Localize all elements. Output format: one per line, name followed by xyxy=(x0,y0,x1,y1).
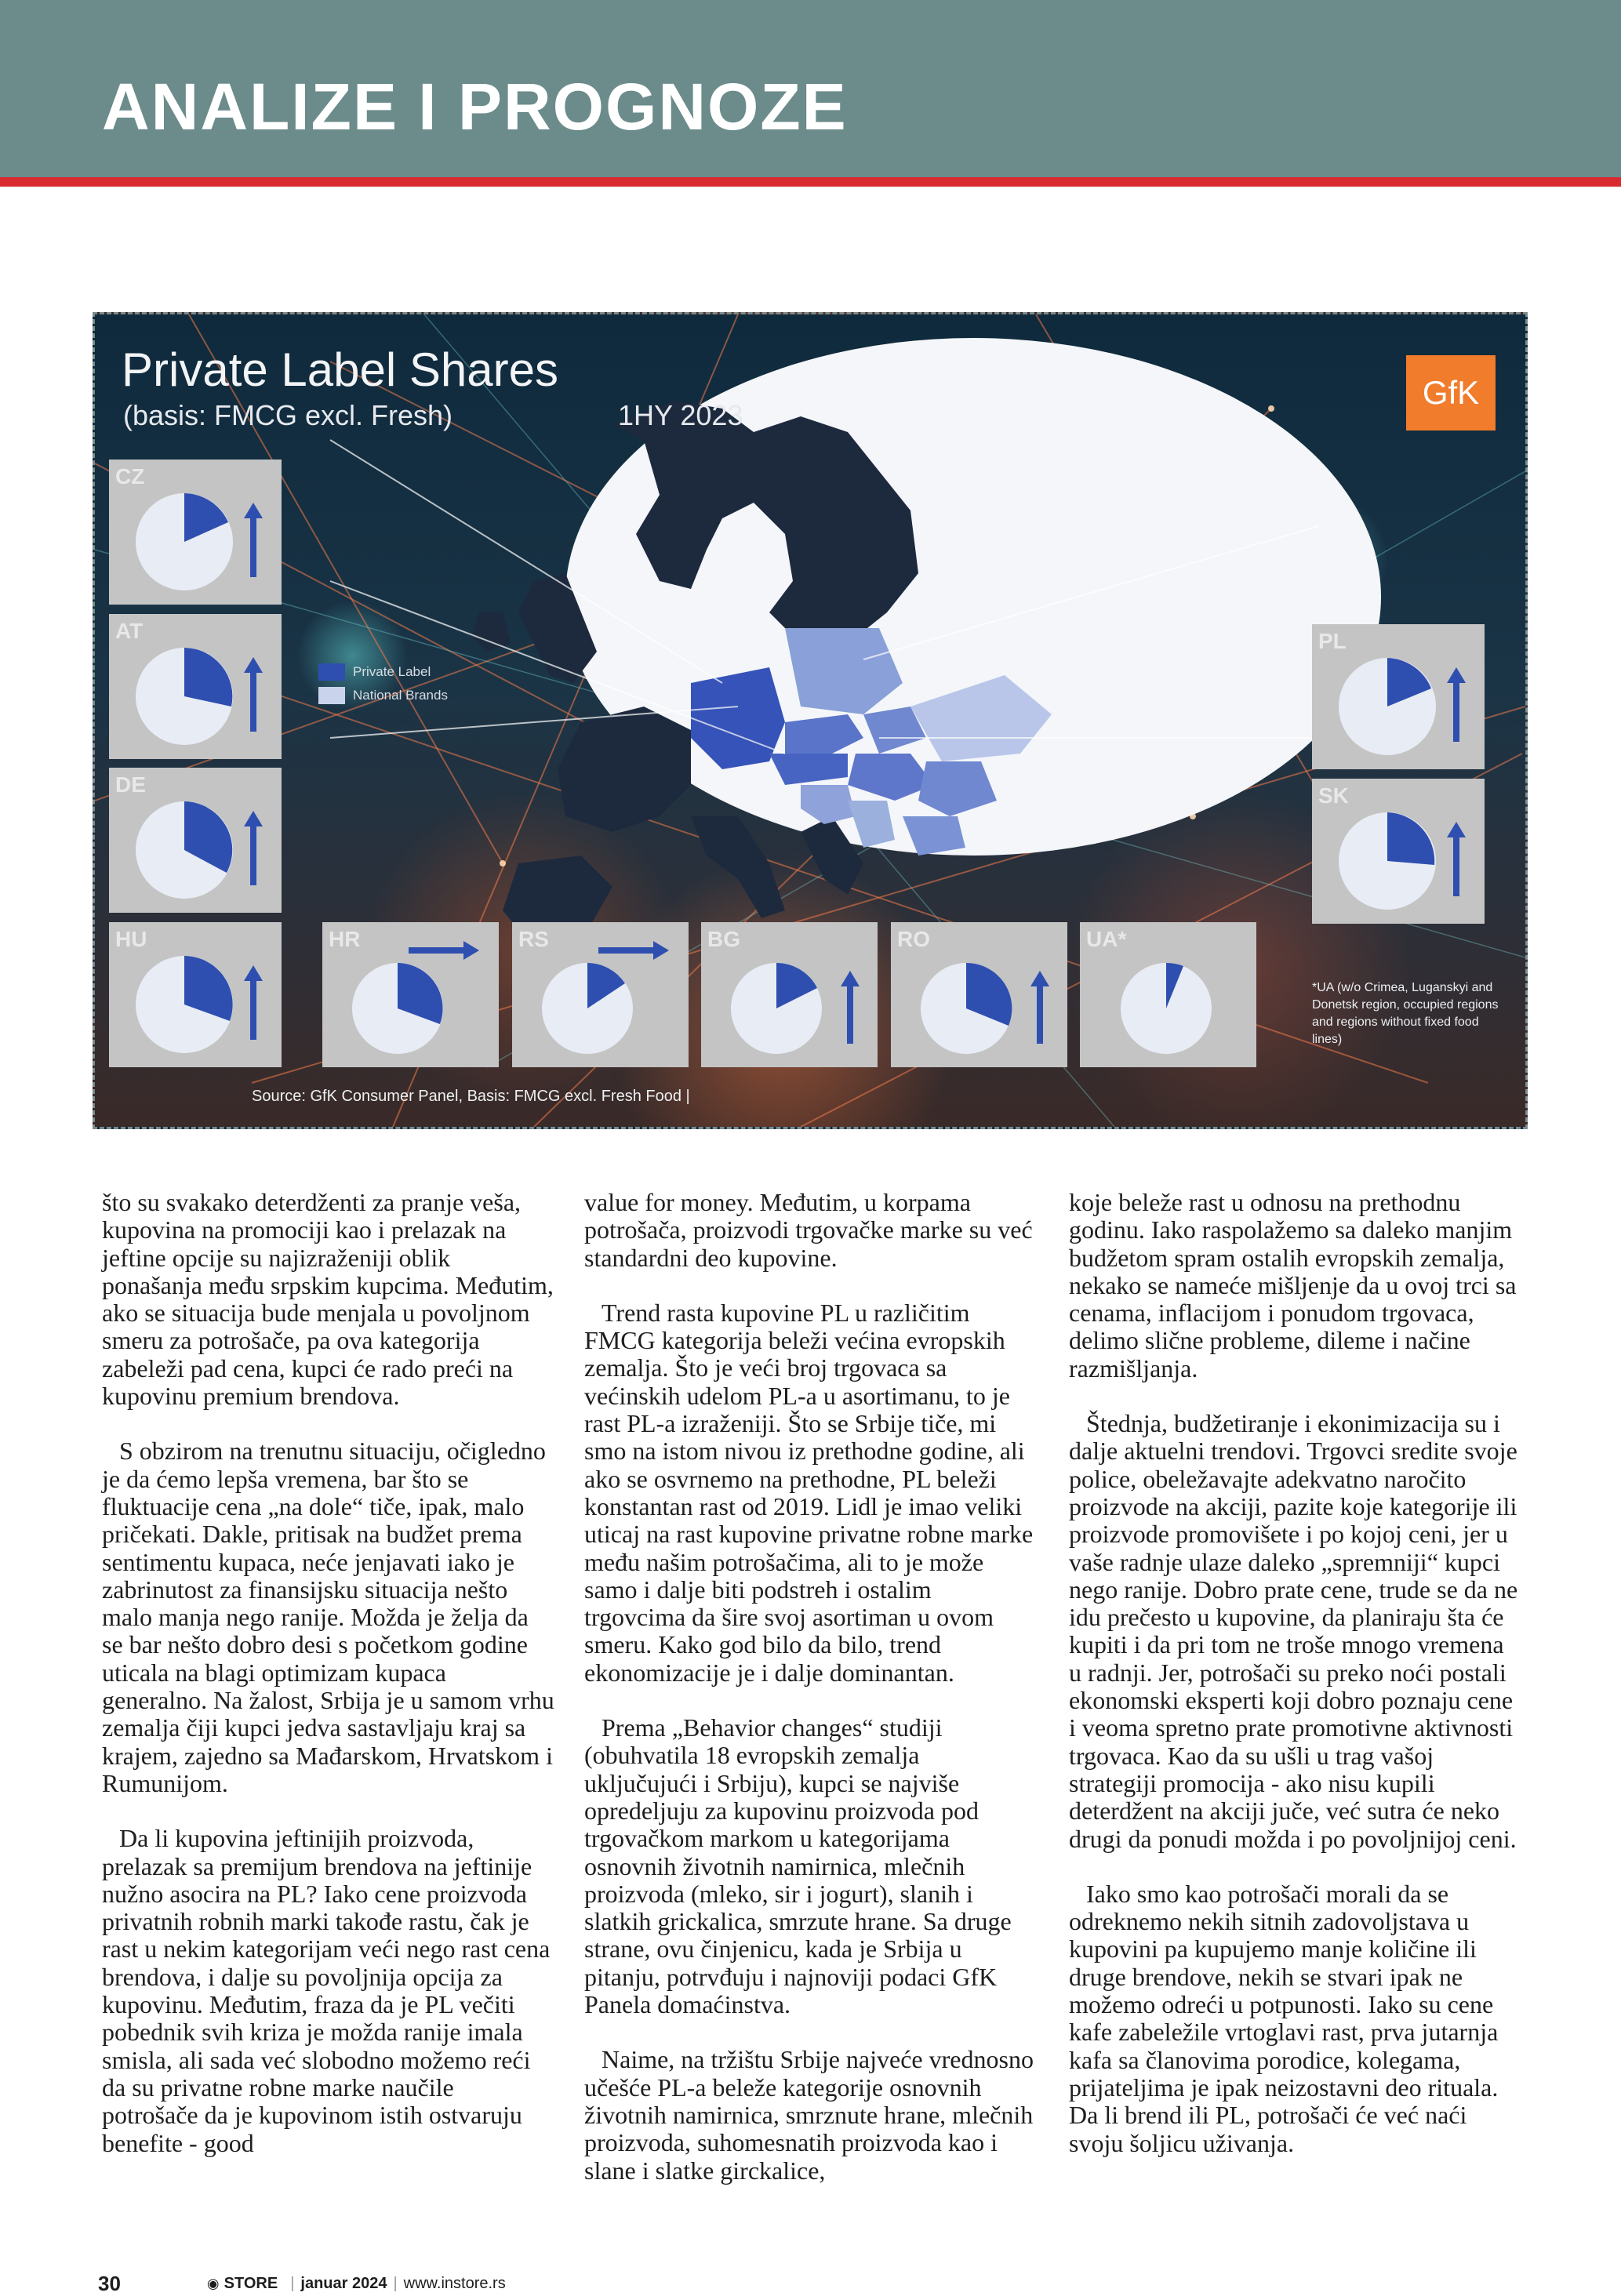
pie-icon xyxy=(891,922,1067,1067)
legend-label: National Brands xyxy=(353,688,448,703)
article-column-1 xyxy=(102,1189,554,2185)
paragraph: Štednja, budžetiranje i ekonimizacija su i dalje aktuelni trendovi. Trgovci sredite svoje police, obeležavajte adekvatno naročito proizvode na akciji, pazite koje kategorije ili proizvode promovišete i po kojoj ceni, jer u vaše radnje ulaze daleko „spremniji“ kupci nego ranije. Dobro prate cene, trude se da ne idu prečesto u kupovine, da planiraju šta će kupiti i da pri tom ne troše mnogo vremena u radnji. Jer, potrošači su preko noći postali ekonomski eksperti koji dobro poznaju cene i veoma spretno prate promotivne aktivnosti trgovaca. Kao da su ušli u trag vašoj strategiji promocija - ako nisu kupili deterdžent na akciji juče, već sutra će neko drugi da ponudi možda i po povoljnijoj ceni. xyxy=(1069,1409,1518,1853)
section-title: ANALIZE I PROGNOZE xyxy=(102,70,848,144)
paragraph: Iako smo kao potrošači morali da se odreknemo nekih sitnih zadovoljstava u kupovini pa kupujemo manje količine ili druge brendove, nekih se stvari ipak ne možemo odreći u potpunosti. Iako su cene kafe zabeležile vrtoglavi rast, prva jutarnja kafa sa članovima porodice, kolegama, prijateljima je ipak neizostavni deo rituala. Da li brend ili PL, potrošači će već naći svoju šoljicu uživanja. xyxy=(1069,1879,1499,2157)
arrow-up-icon xyxy=(1030,971,1049,1044)
country-code: AT xyxy=(115,619,144,643)
pie-icon xyxy=(109,460,282,605)
article-column-3 xyxy=(1069,1189,1521,2185)
pie-icon xyxy=(1312,779,1485,924)
pie-icon xyxy=(109,614,282,759)
gfk-logo: GfK xyxy=(1406,355,1496,430)
pie-icon xyxy=(701,922,878,1067)
country-panel xyxy=(109,460,282,605)
legend-item xyxy=(318,663,448,681)
arrow-up-icon xyxy=(841,971,860,1044)
country-code: SK xyxy=(1318,783,1349,808)
pie-icon xyxy=(109,768,282,913)
pie-icon xyxy=(1080,922,1256,1067)
arrow-right-icon xyxy=(598,941,669,960)
paragraph: što su svakako deterdženti za pranje veša, kupovina na promociji kao i prelazak na jeftine opcije su najizraženiji oblik ponašanja među srpskim kupcima. Međutim, ako se situacija bude menjala u povoljnom smeru za potrošače, pa ova kategorija zabeleži pad cena, kupci će rado preći na kupovinu premium brendova. xyxy=(102,1188,554,1411)
country-code: UA* xyxy=(1086,927,1127,951)
header-rule xyxy=(0,177,1621,187)
paragraph: value for money. Međutim, u korpama potrošača, proizvodi trgovačke marke su već standardni deo kupovine. xyxy=(584,1188,1033,1272)
arrow-up-icon xyxy=(1447,822,1466,896)
figure-source: Source: GfK Consumer Panel, Basis: FMCG excl. Fresh Food | xyxy=(252,1088,690,1105)
figure-subtitle: (basis: FMCG excl. Fresh) xyxy=(123,399,453,431)
separator: | xyxy=(290,2274,295,2292)
figure-footnote: *UA (w/o Crimea, Luganskyi and Donetsk region, occupied regions and regions without fixed food lines) xyxy=(1312,981,1499,1046)
paragraph: S obzirom na trenutnu situaciju, očigledno je da ćemo lepša vremena, bar što se fluktuacije cena „na dole“ tiče, ipak, malo pričekati. Dakle, pritisak na budžet prema sentimentu kupaca, neće jenjavati iako je zabrinutost za finansijsku situacija nešto malo manja nego ranije. Možda je želja da se bar nešto dobro desi s početkom godine uticala na blagi optimizam kupaca generalno. Na žalost, Srbija je u samom vrhu zemalja čiji kupci jedva sastavljaju kraj sa krajem, zajedno sa Mađarskom, Hrvatskom i Rumunijom. xyxy=(102,1437,554,1797)
country-panel xyxy=(1312,624,1485,769)
arrow-up-icon xyxy=(244,965,263,1040)
country-panel xyxy=(512,922,689,1067)
store-logo-icon: ◉ xyxy=(206,2275,220,2291)
pie-icon xyxy=(322,922,499,1067)
legend-item xyxy=(318,687,448,704)
country-code: DE xyxy=(115,772,146,797)
legend-swatch xyxy=(318,687,345,704)
arrow-up-icon xyxy=(1447,667,1466,742)
figure-title: Private Label Shares xyxy=(122,343,558,396)
figure-legend xyxy=(318,663,448,710)
arrow-up-icon xyxy=(244,503,263,577)
private-label-infographic xyxy=(93,312,1528,1129)
paragraph: Prema „Behavior changes“ studiji (obuhvatila 18 evropskih zemalja uključujući i Srbiju), kupci se najviše opredeljuju za kupovinu proizvoda pod trgovačkom markom u kategorijama osnovnih životnih namirnica, mlečnih proizvoda (mleko, sir i jogurt), slanih i slatkih grickalica, smrzute hrane. Sa druge strane, ovu činjenicu, kada je Srbija u pitanju, potrvđuju i najnoviji podaci GfK Panela domaćinstva. xyxy=(584,1713,1012,2019)
arrow-up-icon xyxy=(244,811,263,885)
country-code: RS xyxy=(518,927,549,951)
country-code: BG xyxy=(707,927,740,951)
paragraph: Da li kupovina jeftinijih proizvoda, prelazak sa premijum brendova na jeftinije nužno asocira na PL? Iako cene proizvoda privatnih robnih marki takođe rastu, čak je rast u nekim kategorijam veći nego rast cena brendova, i dalje su povoljnija opcija za kupovinu. Međutim, fraza da je PL večiti pobednik svih kriza je možda ranije imala smisla, ali sada već slobodno možemo reći da su privatne robne marke naučile potrošače da je kupovinom istih ostvaruju benefite - good xyxy=(102,1824,551,2157)
country-panel xyxy=(109,614,282,759)
magazine-brand: STORE xyxy=(224,2274,278,2292)
country-code: CZ xyxy=(115,464,145,489)
pie-icon xyxy=(1312,624,1485,769)
pie-icon xyxy=(109,922,282,1067)
country-panel xyxy=(1080,922,1256,1067)
article-column-2 xyxy=(584,1189,1037,2212)
country-panel xyxy=(109,768,282,913)
paragraph: koje beleže rast u odnosu na prethodnu godinu. Iako raspolažemo sa daleko manjim budžetom spram ostalih evropskih zemalja, nekako se nameće mišljenje da u ovoj trci sa cenama, inflacijom i ponudom trgovaca, delimo slične probleme, dileme i načine razmišljanja. xyxy=(1069,1188,1517,1382)
country-code: RO xyxy=(897,927,930,951)
country-panel xyxy=(322,922,499,1067)
country-code: HU xyxy=(115,927,147,951)
country-code: PL xyxy=(1318,629,1347,653)
page-number: 30 xyxy=(98,2271,121,2295)
country-panel xyxy=(109,922,282,1067)
arrow-right-icon xyxy=(409,941,479,960)
page-footer xyxy=(98,2271,506,2295)
paragraph: Naime, na tržištu Srbije najveće vrednosno učešće PL-a beleže kategorije osnovnih životnih namirnica, smrznute hrane, mlečnih proizvoda, suhomesnatih proizvoda kao i slane i slatke girckalice, xyxy=(584,2045,1034,2185)
legend-swatch xyxy=(318,663,345,681)
figure-period: 1HY 2023 xyxy=(618,399,743,431)
separator: | xyxy=(393,2274,398,2292)
country-panel xyxy=(891,922,1067,1067)
country-panel xyxy=(1312,779,1485,924)
country-panel xyxy=(701,922,878,1067)
issue-date: januar 2024 xyxy=(300,2274,387,2292)
country-code: HR xyxy=(329,927,361,951)
pie-icon xyxy=(512,922,689,1067)
arrow-up-icon xyxy=(244,657,263,732)
paragraph: Trend rasta kupovine PL u različitim FMCG kategorija beleži većina evropskih zemalja. Što je veći broj trgovaca sa većinskih udelom PL-a u asortimanu, to je rast PL-a izraženiji. Što se Srbije tiče, mi smo na istom nivou iz prethodne godine, ali ako se osvrnemo na prethodne, PL beleži konstantan rast od 2019. Lidl je imao veliki uticaj na rast kupovine privatne robne marke među našim potrošačima, ali to je može samo i dalje biti podstreh i ostalim trgovcima da šire svoj asortiman u ovom smeru. Kako god bilo da bilo, trend ekonomizacije je i dalje dominantan. xyxy=(584,1298,1034,1687)
legend-label: Private Label xyxy=(353,664,431,679)
website-link[interactable]: www.instore.rs xyxy=(403,2274,506,2292)
